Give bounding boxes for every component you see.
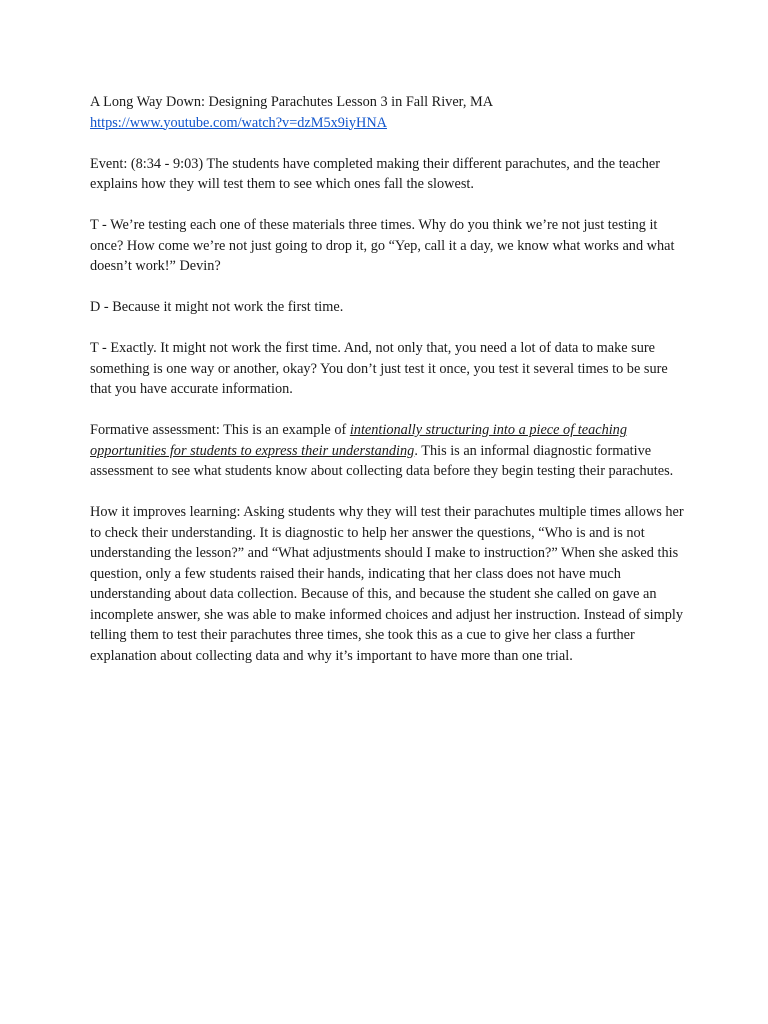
youtube-link[interactable]: https://www.youtube.com/watch?v=dzM5x9iyHNA — [90, 114, 388, 131]
document-title: A Long Way Down: Designing Parachutes Lesson 3 in Fall River, MA — [90, 94, 494, 110]
formative-prefix: Formative assessment: This is an example of — [90, 422, 350, 438]
devin-line: D - Because it might not work the first time. — [90, 299, 344, 315]
event-paragraph: Event: (8:34 - 9:03) The students have completed making their different parachutes, and the teacher explains how they will test them to see which ones fall the slowest. — [90, 155, 660, 192]
formative-suffix: . This is an informal diagnostic formative assessment to see what students know about collecting data before they begin testing their parachutes. — [90, 442, 674, 479]
formative-emphasis: intentionally structuring into a piece of teaching opportunities for students to express their understanding — [90, 422, 627, 459]
teacher-line-1: T - We’re testing each one of these materials three times. Why do you think we’re not just testing it once? How come we’re not just going to drop it, go “Yep, call it a day, we know what works and what doesn’t work!” Devin? — [90, 217, 675, 274]
improves-learning-paragraph: How it improves learning: Asking students why they will test their parachutes multiple times allows her to check their understanding. It is diagnostic to help her answer the questions, “Who is and is not understanding the lesson?” and “What adjustments should I make to instruction?” When she asked this question, only a few students raised their hands, indicating that her class does not have much understanding about data collection. Because of this, and because the student she called on gave an incomplete answer, she was able to make informed choices and adjust her instruction. Instead of simply telling them to test their parachutes three times, she took this as a cue to give her class a further explanation about collecting data and why it’s important to have more than one trial. — [90, 504, 684, 664]
teacher-line-2: T - Exactly. It might not work the first time. And, not only that, you need a lot of data to make sure something is one way or another, okay? You don’t just test it once, you test it several times to be sure that you have accurate information. — [90, 340, 668, 397]
title-block — [90, 92, 690, 133]
formative-assessment-paragraph — [90, 420, 690, 482]
document-page — [90, 92, 690, 687]
